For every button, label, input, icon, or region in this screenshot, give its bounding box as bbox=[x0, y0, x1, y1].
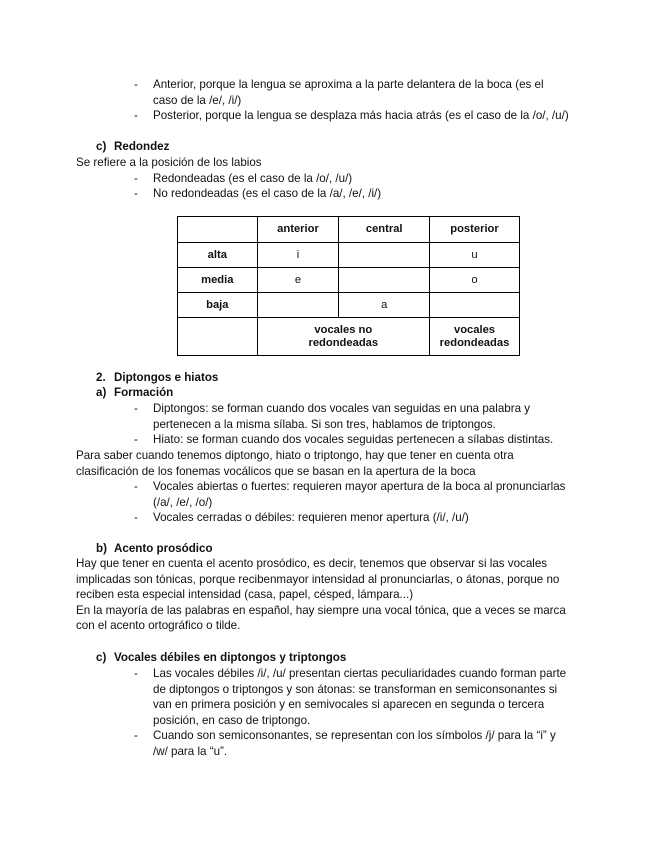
list-item-text: Diptongos: se forman cuando dos vocales van seguidas en una palabra y bbox=[153, 402, 531, 415]
table-row bbox=[178, 293, 520, 318]
paragraph: Hay que tener en cuenta el acento prosódico, es decir, tenemos que observar si las vocales implicadas son tónicas, porque recibenmayor intensidad al pronunciarlas, o átonas, porque no reciben esta especial intensidad (casa, papel, césped, lámpara...) En la mayoría de las palabras en español, hay siempre una vocal tónica, que a veces se marca con el acento ortográfico o tilde. bbox=[76, 557, 566, 633]
paragraph: Para saber cuando tenemos diptongo, hiato o triptongo, hay que tener en cuenta otra clasificación de los fonemas vocálicos que se basan en la apertura de la boca bbox=[76, 449, 514, 478]
subsection-heading: c) Vocales débiles en diptongos y triptongos bbox=[96, 651, 347, 664]
table-footer-cell: vocales no redondeadas bbox=[257, 318, 429, 356]
list-item: Hiato: se forman cuando dos vocales seguidas pertenecen a sílabas distintas. bbox=[153, 433, 554, 446]
list-item: Posterior, porque la lengua se desplaza más hacia atrás (es el caso de la /o/, /u/) bbox=[153, 109, 569, 122]
table-header-cell: posterior bbox=[430, 217, 520, 243]
table-cell: i bbox=[257, 243, 339, 268]
list-item-text: /w/ para la “u”. bbox=[153, 744, 228, 758]
list-item-text: Las vocales débiles /i/, /u/ presentan ciertas peculiaridades cuando forman parte bbox=[153, 667, 567, 680]
table-row bbox=[178, 243, 520, 268]
table-cell: e bbox=[257, 268, 339, 293]
bullet-dash: - bbox=[134, 187, 138, 200]
row-label: media bbox=[178, 268, 258, 293]
list-item-text: de diptongos o triptongos y son átonas: se transforman en semiconsonantes si bbox=[153, 682, 558, 696]
list-item: Vocales cerradas o débiles: requieren menor apertura (/i/, /u/) bbox=[153, 511, 469, 524]
table-cell bbox=[430, 293, 520, 318]
list-item: No redondeadas (es el caso de la /a/, /e/, /i/) bbox=[153, 187, 382, 200]
list-item-text: Cuando son semiconsonantes, se representan con los símbolos /j/ para la “i” y bbox=[153, 729, 556, 742]
table-cell: o bbox=[430, 268, 520, 293]
list-item-text: Vocales abiertas o fuertes: requieren mayor apertura de la boca al pronunciarlas bbox=[153, 480, 566, 493]
bullet-dash: - bbox=[134, 433, 138, 446]
list-item-text: (/a/, /e/, /o/) bbox=[153, 495, 213, 509]
table-header-cell: anterior bbox=[257, 217, 339, 243]
list-item bbox=[153, 77, 593, 108]
table-row bbox=[178, 318, 520, 356]
list-item bbox=[153, 666, 593, 728]
vowel-table bbox=[177, 216, 520, 356]
bullet-dash: - bbox=[134, 109, 138, 122]
table-header-cell bbox=[178, 217, 258, 243]
table-footer-cell: vocales redondeadas bbox=[430, 318, 520, 356]
list-item: Redondeadas (es el caso de la /o/, /u/) bbox=[153, 172, 353, 185]
table-row bbox=[178, 268, 520, 293]
bullet-dash: - bbox=[134, 78, 138, 91]
list-item-text: Anterior, porque la lengua se aproxima a la parte delantera de la boca (es el bbox=[153, 78, 544, 91]
list-item-text: posición, en caso de triptongo. bbox=[153, 713, 311, 727]
list-item-text: caso de la /e/, /i/) bbox=[153, 93, 242, 107]
bullet-dash: - bbox=[134, 172, 138, 185]
table-header-row bbox=[178, 217, 520, 243]
table-header-cell: central bbox=[339, 217, 430, 243]
table-cell: u bbox=[430, 243, 520, 268]
table-cell: a bbox=[339, 293, 430, 318]
table-cell bbox=[339, 243, 430, 268]
bullet-dash: - bbox=[134, 402, 138, 415]
list-item-text: van en primera posición y en semivocales si aparecen en segunda o tercera bbox=[153, 698, 545, 712]
section-heading: c) Redondez bbox=[96, 140, 170, 153]
bullet-dash: - bbox=[134, 729, 138, 742]
row-label: alta bbox=[178, 243, 258, 268]
bullet-dash: - bbox=[134, 667, 138, 680]
subsection-heading: b) Acento prosódico bbox=[96, 542, 213, 555]
table-cell bbox=[339, 268, 430, 293]
list-item bbox=[153, 479, 593, 510]
subsection-heading: a) Formación bbox=[96, 386, 174, 399]
row-label: baja bbox=[178, 293, 258, 318]
bullet-dash: - bbox=[134, 480, 138, 493]
paragraph: Se refiere a la posición de los labios bbox=[76, 156, 262, 169]
section-heading: 2. Diptongos e hiatos bbox=[96, 371, 219, 384]
table-cell bbox=[178, 318, 258, 356]
list-item bbox=[153, 401, 593, 432]
list-item-text: pertenecen a la misma sílaba. Si son tres, hablamos de triptongos. bbox=[153, 417, 496, 431]
bullet-dash: - bbox=[134, 511, 138, 524]
list-item bbox=[153, 728, 593, 759]
table-cell bbox=[257, 293, 339, 318]
